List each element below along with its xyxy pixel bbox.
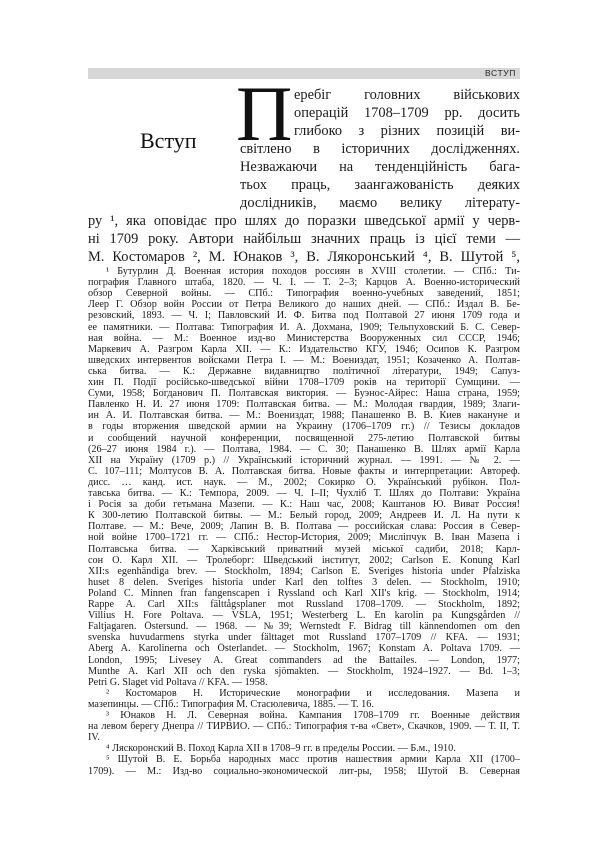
footnote-line: Суми, 1958; Богданович П. Полтавская виктория. — Буэнос-Айрес: Наша страна, 1959; (88, 388, 520, 400)
footnote-line: ¹ Бутурлин Д. Военная история походов россиян в XVIII столетии. — СПб.: Ти- (106, 266, 520, 277)
footnote-line: XII:s egenhändiga brev. — Stockholm, 1894; Carlson E. Sveriges historia under Pfalziska (88, 565, 520, 577)
main-text-line: Незважаючи на тенденційність бага- (240, 159, 520, 175)
footnote-line: Маркевич А. Разгром Карла XII. — К.: Издательство КГУ, 1946; Осипов К. Разгром (88, 343, 520, 355)
footnote-line: на левом берегу Днепра // ТИРВИО. — СПб.: Типография т-ва «Свет», Скачков, 1909. — Т. II, Т. IV. (88, 721, 520, 744)
footnote-line: ська битва. — К.: Державне видавництво політичної літератури, 1949; Сапуз- (88, 365, 520, 377)
footnote-line: Леер Г. Обзор войн России от Петра Великого до наших дней. — СПб.: Издал В. Бе- (88, 299, 520, 311)
footnote-line: ⁵ Шутой В. Е. Борьба народных масс против нашествия армии Карла XII (1700– (106, 754, 520, 766)
footnote-line: ³ Юнаков Н. Л. Северная война. Кампания 1708–1709 гг. Военные действия (106, 710, 520, 721)
footnote-line: Poland C. Minnen fran fangenscapen i Ryssland och Karl XII's krig. — Stockholm, 1914; (88, 587, 520, 599)
main-text-line: операцій 1708–1709 рр. досить (294, 105, 520, 121)
footnote-line: svenska huvudarmens styrka under fälttaget mot Russland 1707–1709 // KFA. — 1931; (88, 632, 520, 644)
footnote-line: Faltjagaren. Östersund. — 1968. — №39; Wernstedt F. Bidrag till kännendomen om den (88, 621, 520, 633)
footnote-line: и сообщений научной конференции, посвященной 275-летию Полтавской битвы (88, 432, 520, 444)
footnote-line: London, 1995; Liveseу A. Great commanders ad the Battailes. — London, 1977; (88, 654, 520, 666)
main-text-line: дослідників, маємо велику літерату- (240, 195, 520, 211)
footnote-line: пография Главного штаба, 1820. — Ч. I. — Т. 2–3; Карцов А. Военно-исторический (88, 277, 520, 289)
main-text-line: М. Костомаров ², М. Юнаков ³, В. Лякоронський ⁴, В. Шутой ⁵, (88, 249, 520, 265)
footnote-line: XII на Україну (1709 р.) // Український історичний журнал. — 1991. — № 2. — (88, 454, 520, 466)
footnote-line: Полтаве. — М.: Вече, 2009; Лапин В. В. Полтава — российская слава: Россия в Север- (88, 521, 520, 533)
footnote-line: ин А. И. Полтавская битва. — М.: Воениздат, 1988; Панашенко В. В. Киев накануне и (88, 410, 520, 422)
footnote-line: ная война. — М.: Военное изд-во Министерства Вооруженных сил СССР, 1946; (88, 332, 520, 344)
footnote-line: huset 8 delen. Sveriges historia under Karl den tolftes 3 delen. — Stockholm, 1910; (88, 576, 520, 588)
footnote-line: дисс. … канд. ист. наук. — М., 2002; Сокирко О. Український рубікон. Пол- (88, 476, 520, 488)
main-text-line: світлено в історичних дослідженнях. (240, 141, 520, 157)
footnote-line: в годы вторжения шведской армии на Украину (1706–1709 гг.) // Тезисы докладов (88, 421, 520, 433)
running-head: ВСТУП (485, 68, 516, 78)
footnote-line: 1709). — М.: Изд-во социально-экономической лит-ры, 1958; Шутой В. Северная (88, 765, 520, 777)
main-text-line: тьох праць, заангажованість деяких (240, 177, 520, 193)
footnote-line: ной войне 1700–1721 гг. — СПб.: Нестор-История, 2009; Мисліпчук В. Іван Мазепа і (88, 532, 520, 544)
footnote-line: Rappe A. Carl XII:s fälttågsplaner mot Russland 1708–1709. — Stockholm, 1892; (88, 599, 520, 610)
drop-cap: П (236, 70, 293, 157)
main-text-line: ні 1709 року. Автори найбільш значних праць із цієї теми — (88, 231, 520, 247)
footnote-line: К 300-летию Полтавской битвы. — М.: Белый город, 2009; Андреев И. Л. На пути к (88, 510, 520, 522)
footnote-line: сон О. Карл XII. — Тролеборг: Шведський інститут, 2002; Carlson E. Konung Karl (88, 554, 520, 566)
footnote-line: Petri G. Slaget vid Poltava // KFA. — 1958. (88, 676, 268, 688)
footnote-line: С. 107–111; Молтусов В. А. Полтавская битва. Новые факты и интерпретации: Автореф. (88, 465, 520, 477)
footnote-line: Munthe A. Karl XII och den ryska sjömakten. — Stockholm, 1924–1927. — Bd. 1–3; (88, 665, 520, 677)
main-text-line: глибоко з різних позицій ви- (294, 123, 520, 139)
footnote-line: мазепинцы. — СПб.: Типография М. Стасюлевича, 1885. — Т. 16. (88, 698, 374, 710)
footnote-line: Павленко Н. И. 27 июня 1709: Полтавская битва. — М.: Молодая гвардия, 1989; Злаги- (88, 399, 520, 411)
footnote-line: шведских интервентов войсками Петра I. — М.: Воениздат, 1951; Козаченко А. Полтав- (88, 354, 520, 366)
footnote-line: (26–27 июня 1984 г.). — Полтава, 1984. — С. 30; Панашенко В. Шлях армії Карла (88, 443, 520, 455)
footnote-line: ⁴ Ляскоронский В. Поход Карла XII в 1708–9 гг. в пределы России. — Б.м., 1910. (106, 743, 456, 755)
footnote-line: резовский, 1893. — Ч. I; Павловский И. Ф. Битва под Полтавой 27 июня 1709 года и (88, 310, 520, 322)
main-text-line: еребіг головних військових (294, 87, 520, 103)
main-text-line: ру ¹, яка оповідає про шлях до поразки шведської армії у черв- (88, 213, 520, 229)
footnote-line: обзор Северной войны. — СПб.: Типография военно-учебных заведений, 1851; (88, 288, 520, 300)
footnote-line: ее памятники. — Полтава: Типография И. А. Дохмана, 1909; Тельпуховский Б. С. Север- (88, 321, 520, 333)
footnote-line: хин П. Події російсько-шведської війни 1708–1709 років на території Сумщини. — (88, 377, 520, 388)
footnote-line: тавська битва. — К.: Темпора, 2009. — Ч. I–II; Чухліб Т. Шлях до Полтави: Україна (88, 488, 520, 499)
footnote-line: Villius H. Fore Poltava. — VSLA, 1951; Westerberg L. En karolin pa Kungsgården // (88, 610, 520, 622)
footnote-line: Полтавська битва. — Харківський приватний музей міської садиби, 2018; Карл- (88, 543, 520, 555)
section-title: Вступ (140, 128, 197, 153)
running-header-band (88, 68, 520, 79)
footnote-line: ² Костомаров Н. Исторические монографии и исследования. Мазепа и (106, 687, 520, 699)
footnote-line: Aberg A. Karolinerna och Österlandet. — Stockholm, 1967; Konstam A. Poltava 1709. — (88, 643, 520, 655)
footnote-line: і Росія за доби гетьмана Мазепи. — К.: Наш час, 2008; Каштанов Ю. Виват Россия! (88, 499, 520, 511)
